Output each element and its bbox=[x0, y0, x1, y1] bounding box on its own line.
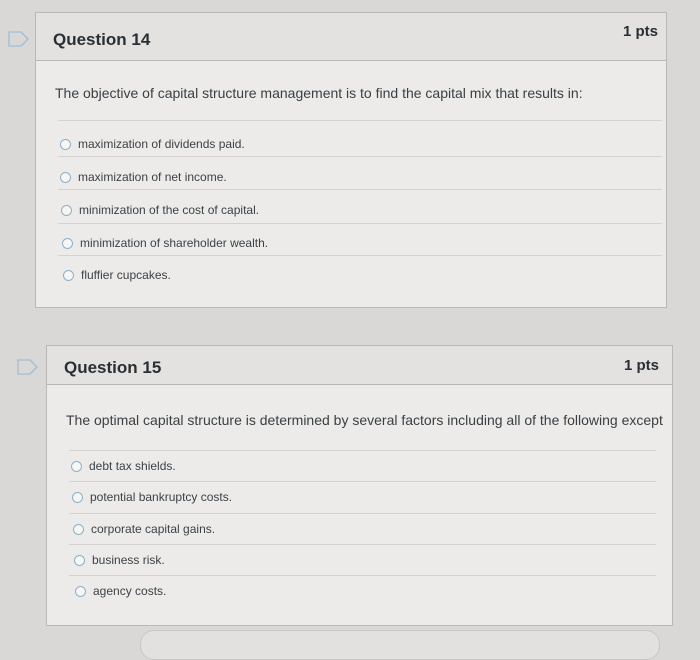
radio-button[interactable] bbox=[60, 139, 71, 150]
question-points: 1 pts bbox=[622, 23, 658, 40]
answer-label: corporate capital gains. bbox=[91, 522, 216, 536]
question-header bbox=[36, 13, 666, 61]
answer-label: maximization of net income. bbox=[78, 170, 227, 184]
separator bbox=[58, 255, 662, 256]
answer-label: minimization of the cost of capital. bbox=[79, 203, 260, 217]
separator bbox=[58, 120, 662, 121]
radio-button[interactable] bbox=[61, 205, 72, 216]
answer-option[interactable] bbox=[74, 550, 165, 570]
separator bbox=[69, 544, 656, 545]
separator bbox=[58, 223, 662, 224]
answer-label: debt tax shields. bbox=[89, 459, 176, 473]
answer-option[interactable] bbox=[72, 487, 232, 507]
separator bbox=[69, 575, 656, 576]
question-title: Question 15 bbox=[64, 358, 162, 377]
answer-label: business risk. bbox=[92, 553, 165, 567]
question-card-14 bbox=[35, 12, 667, 308]
radio-button[interactable] bbox=[63, 270, 74, 281]
question-card-15 bbox=[46, 345, 673, 626]
next-question-card-edge bbox=[140, 630, 660, 660]
radio-button[interactable] bbox=[73, 524, 84, 535]
radio-button[interactable] bbox=[74, 555, 85, 566]
answer-option[interactable] bbox=[73, 519, 215, 539]
answer-label: maximization of dividends paid. bbox=[78, 137, 245, 151]
answer-option[interactable] bbox=[60, 134, 245, 154]
answer-option[interactable] bbox=[61, 200, 259, 220]
answer-option[interactable] bbox=[71, 456, 176, 476]
flag-question-icon[interactable] bbox=[8, 31, 30, 47]
answer-label: minimization of shareholder wealth. bbox=[80, 236, 269, 250]
radio-button[interactable] bbox=[71, 461, 82, 472]
separator bbox=[69, 450, 656, 451]
flag-question-icon[interactable] bbox=[17, 359, 39, 375]
separator bbox=[58, 156, 662, 157]
question-text: The optimal capital structure is determined by several factors including all of the following except bbox=[66, 412, 663, 428]
answer-label: potential bankruptcy costs. bbox=[90, 490, 233, 504]
radio-button[interactable] bbox=[60, 172, 71, 183]
answer-option[interactable] bbox=[60, 167, 227, 187]
question-header bbox=[47, 346, 672, 385]
question-text: The objective of capital structure management is to find the capital mix that results in: bbox=[55, 85, 583, 101]
separator bbox=[58, 189, 662, 190]
separator bbox=[69, 481, 656, 482]
answer-option[interactable] bbox=[62, 233, 268, 253]
answer-option[interactable] bbox=[75, 581, 166, 601]
radio-button[interactable] bbox=[72, 492, 83, 503]
answer-option[interactable] bbox=[63, 265, 171, 285]
radio-button[interactable] bbox=[62, 238, 73, 249]
answer-label: agency costs. bbox=[93, 584, 167, 598]
question-title: Question 14 bbox=[53, 30, 151, 49]
answer-label: fluffier cupcakes. bbox=[81, 268, 171, 282]
separator bbox=[69, 513, 656, 514]
radio-button[interactable] bbox=[75, 586, 86, 597]
question-points: 1 pts bbox=[623, 357, 659, 374]
